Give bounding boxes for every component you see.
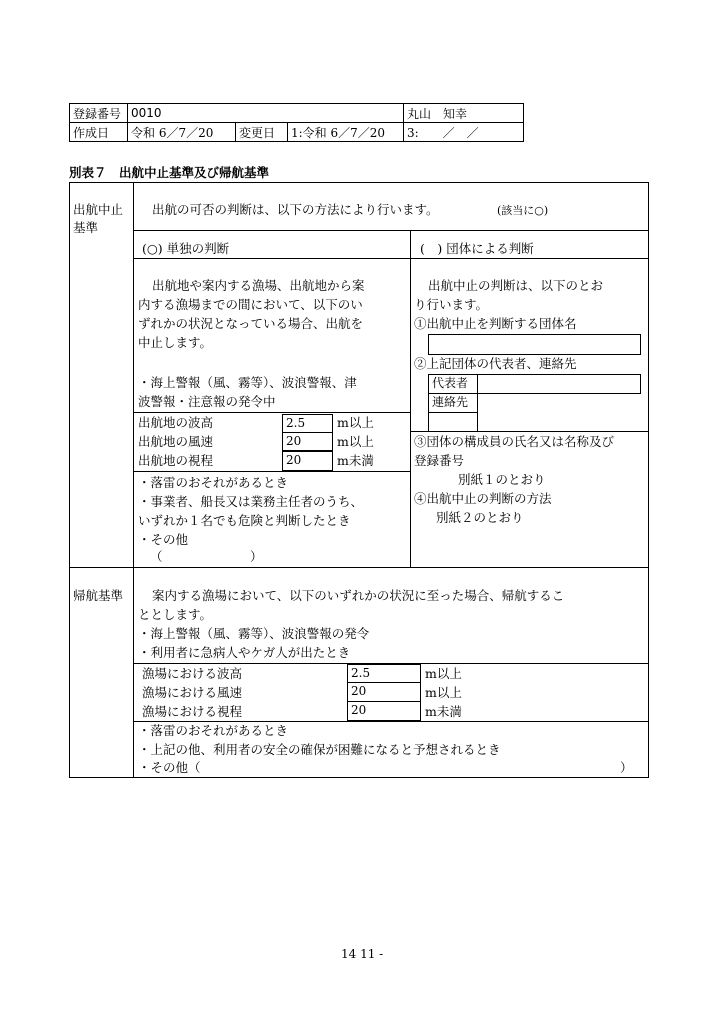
group-rep-heading: ②上記団体の代表者、連絡先	[414, 356, 577, 371]
solo-text-1: 出航地や案内する漁場、出航地から案	[152, 278, 365, 293]
name-value: 丸山 知幸	[404, 104, 524, 123]
group-contact-label: 連絡先	[428, 393, 478, 413]
return-condition-value-visibility: 20	[347, 701, 421, 721]
return-condition-unit-visibility: m未満	[425, 704, 462, 719]
other-item-2: ・事業者、船長又は業務主任者のうち、	[138, 494, 364, 509]
return-condition-unit-wave: m以上	[425, 666, 462, 681]
return-condition-label-visibility: 漁場における視程	[142, 704, 243, 719]
return-condition-value-wave: 2.5	[347, 664, 421, 683]
return-other-close: ）	[620, 760, 633, 775]
suspension-intro: 出航の可否の判断は、以下の方法により行います。	[152, 202, 439, 217]
warning-text-2: 波警報・注意報の発令中	[138, 394, 276, 409]
registration-row-2	[70, 123, 650, 142]
solo-text-3: ずれかの状況となっている場合、出航を	[138, 316, 364, 331]
page-number: 14 11 -	[341, 947, 384, 961]
group-name-field	[428, 334, 641, 355]
created-label: 作成日	[70, 123, 128, 142]
group-method: ④出航中止の判断の方法	[414, 491, 552, 506]
section-divider	[69, 567, 649, 568]
return-intro-2: ととします。	[138, 607, 213, 622]
group-contact-left	[428, 412, 429, 431]
reg-no-label: 登録番号	[70, 104, 128, 123]
group-text-2: り行います。	[414, 297, 489, 312]
conditions-top	[133, 412, 410, 413]
condition-label-wind: 出航地の風速	[138, 434, 214, 449]
return-other-1: ・落雷のおそれがあるとき	[138, 723, 289, 738]
group-contact-divider	[477, 393, 478, 431]
changed-label: 変更日	[236, 123, 288, 142]
condition-unit-wave: m以上	[337, 415, 374, 430]
group-members-2: 登録番号	[414, 453, 465, 468]
return-condition-label-wave: 漁場における波高	[142, 666, 243, 681]
label-column-divider	[133, 182, 134, 778]
condition-label-visibility: 出航地の視程	[138, 453, 214, 468]
group-rep-label: 代表者	[428, 374, 478, 394]
condition-label-wave: 出航地の波高	[138, 415, 214, 430]
solo-header: (○) 単独の判断	[142, 241, 230, 256]
return-other-3: ・その他（	[138, 760, 201, 775]
reg-no-value: 0010	[128, 104, 404, 123]
condition-unit-visibility: m未満	[337, 453, 374, 468]
suspension-label-2: 基準	[73, 220, 99, 235]
return-condition-value-wind: 20	[347, 682, 421, 702]
return-condition-unit-wind: m以上	[425, 685, 462, 700]
condition-value-wave: 2.5	[282, 414, 333, 433]
registration-row-1	[70, 104, 650, 123]
suspension-intro-note: (該当に○)	[497, 204, 549, 217]
conditions-bottom	[133, 471, 410, 472]
other-item-3: いずれか１名でも危険と判断したとき	[138, 513, 351, 528]
change-1: 1:令和 6／7／20	[288, 123, 404, 142]
return-item-1: ・海上警報（風、霧等）、波浪警報の発令	[138, 626, 370, 641]
return-conditions-bottom	[133, 721, 649, 722]
group-members-1: ③団体の構成員の氏名又は名称及び	[414, 434, 615, 449]
condition-value-visibility: 20	[282, 451, 333, 471]
group-rep-field	[477, 374, 641, 394]
warning-text-1: ・海上警報（風、霧等）、波浪警報、津	[138, 375, 357, 390]
change-3: 3: ／ ／	[404, 123, 524, 142]
group-attach-1: 別紙１のとおり	[458, 472, 546, 487]
group-members-top	[410, 431, 649, 432]
suspension-label-1: 出航中止	[73, 202, 124, 217]
condition-value-wind: 20	[282, 432, 333, 451]
group-attach-2: 別紙２のとおり	[436, 510, 524, 525]
created-value: 令和 6／7／20	[128, 123, 236, 142]
header-top-line	[133, 230, 649, 231]
return-intro-1: 案内する漁場において、以下のいずれかの状況に至った場合、帰航するこ	[152, 588, 565, 603]
group-text-1: 出航中止の判断は、以下のとお	[428, 278, 604, 293]
group-text-3: ①出航中止を判断する団体名	[414, 316, 577, 331]
group-header: ( ) 団体による判断	[420, 241, 534, 256]
return-label: 帰航基準	[73, 588, 124, 603]
column-divider	[410, 230, 411, 567]
registration-table	[69, 103, 650, 142]
return-condition-label-wind: 漁場における風速	[142, 685, 243, 700]
condition-unit-wind: m以上	[337, 434, 374, 449]
solo-text-2: 内する漁場までの間において、以下のい	[138, 297, 363, 312]
other-item-5: （ ）	[150, 549, 263, 564]
section-title: 別表７ 出航中止基準及び帰航基準	[69, 165, 270, 180]
solo-text-4: 中止します。	[138, 335, 213, 350]
return-item-2: ・利用者に急病人やケガ人が出たとき	[138, 645, 351, 660]
other-item-1: ・落雷のおそれがあるとき	[138, 475, 289, 490]
header-bottom-line	[133, 258, 649, 259]
other-item-4: ・その他	[138, 532, 189, 547]
return-other-2: ・上記の他、利用者の安全の確保が困難になると予想されるとき	[138, 742, 501, 757]
